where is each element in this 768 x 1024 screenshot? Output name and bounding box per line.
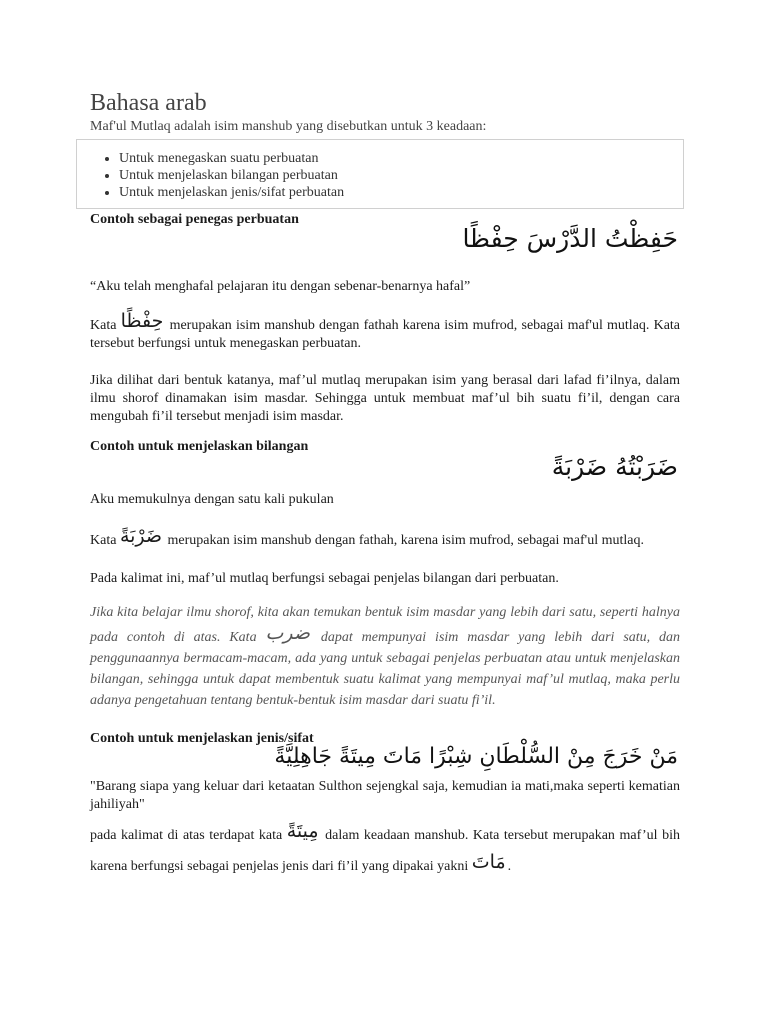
section3-quote: "Barang siapa yang keluar dari ketaatan Sulthon sejengkal saja, kemudian ia mati,maka seperti kematian jahiliyah" xyxy=(90,779,680,812)
kata-prefix: Kata xyxy=(90,318,117,333)
bullet-item: • Untuk menjelaskan bilangan perbuatan xyxy=(119,167,683,184)
section2-arabic: ضَرَبْتُهُ ضَرْبَةً xyxy=(551,452,678,481)
p-before: pada kalimat di atas terdapat kata xyxy=(90,828,283,843)
p-end: . xyxy=(507,859,512,874)
bullet-list-box xyxy=(76,139,684,209)
p-middle: dalam keadaan manshub. Kata tersebut merupakan maf’ul bih karena berfungsi sebagai penjelas jenis dari fi’il yang dipakai yakni xyxy=(90,828,680,874)
arabic-word-maata: مَاتَ xyxy=(471,851,506,873)
section2-kata-paragraph xyxy=(90,527,680,550)
kata-rest: merupakan isim manshub dengan fathah, karena isim mufrod, sebagai maf'ul mutlaq. xyxy=(167,533,644,548)
section1-kata-paragraph xyxy=(90,312,680,353)
section3-paragraph xyxy=(90,818,680,880)
section2-paragraph: Pada kalimat ini, maf’ul mutlaq berfungsi sebagai penjelas bilangan dari perbuatan. xyxy=(90,571,559,586)
section1-heading: Contoh sebagai penegas perbuatan xyxy=(90,212,299,227)
section1-paragraph: Jika dilihat dari bentuk katanya, maf’ul mutlaq merupakan isim yang berasal dari lafad fi’ilnya, dalam ilmu shorof dinamakan isim masdar. Sehingga untuk membuat maf’ul bih suatu fi’il, dengan cara mengubah fi’il tersebut menjadi isim masdar. xyxy=(90,373,680,424)
bullet-item: • Untuk menjelaskan jenis/sifat perbuatan xyxy=(119,184,683,201)
italic-arabic-word: ضرب xyxy=(265,622,310,644)
kata-prefix: Kata xyxy=(90,533,117,548)
section1-translation: “Aku telah menghafal pelajaran itu dengan sebenar-benarnya hafal” xyxy=(90,279,471,294)
italic-before: Jika kita belajar ilmu shorof, kita akan temukan bentuk isim masdar yang lebih dari satu, seperti halnya pada contoh di atas. Kata xyxy=(90,605,680,645)
bullet-item: • Untuk menegaskan suatu perbuatan xyxy=(119,150,683,167)
section2-translation: Aku memukulnya dengan satu kali pukulan xyxy=(90,492,334,507)
bullet-list xyxy=(77,140,683,201)
kata-arabic-word: ضَرْبَةً xyxy=(119,525,163,547)
section3-arabic: مَنْ خَرَجَ مِنْ السُّلْطَانِ شِبْرًا مَاتَ مِيتَةً جَاهِلِيَّةً xyxy=(274,744,678,769)
kata-arabic-word: حِفْظًا xyxy=(120,310,164,332)
page-title: Bahasa arab xyxy=(90,90,207,116)
section2-italic-paragraph xyxy=(90,602,680,711)
intro-text: Maf'ul Mutlaq adalah isim manshub yang disebutkan untuk 3 keadaan: xyxy=(90,119,487,134)
italic-after: dapat mempunyai isim masdar yang lebih dari satu, dan penggunaannya bermacam-macam, ada yang untuk sebagai penjelas perbuatan atau untuk menjelaskan bilangan, sehingga untuk dapat membentuk suatu kalimat yang mempunyai maf’ul mutlaq, maka perlu adanya pengetahuan tentang bentuk-bentuk isim masdar dari suatu fi’il. xyxy=(90,630,681,708)
section3-heading: Contoh untuk menjelaskan jenis/sifat xyxy=(90,731,314,746)
kata-rest: merupakan isim manshub dengan fathah karena isim mufrod, sebagai maf'ul mutlaq. Kata tersebut berfungsi untuk menegaskan perbuatan. xyxy=(90,318,681,351)
section1-arabic: حَفِظْتُ الدَّرْسَ حِفْظًا xyxy=(462,224,678,253)
section2-heading: Contoh untuk menjelaskan bilangan xyxy=(90,439,309,454)
arabic-word-maytah: مِيتَةً xyxy=(286,820,319,842)
